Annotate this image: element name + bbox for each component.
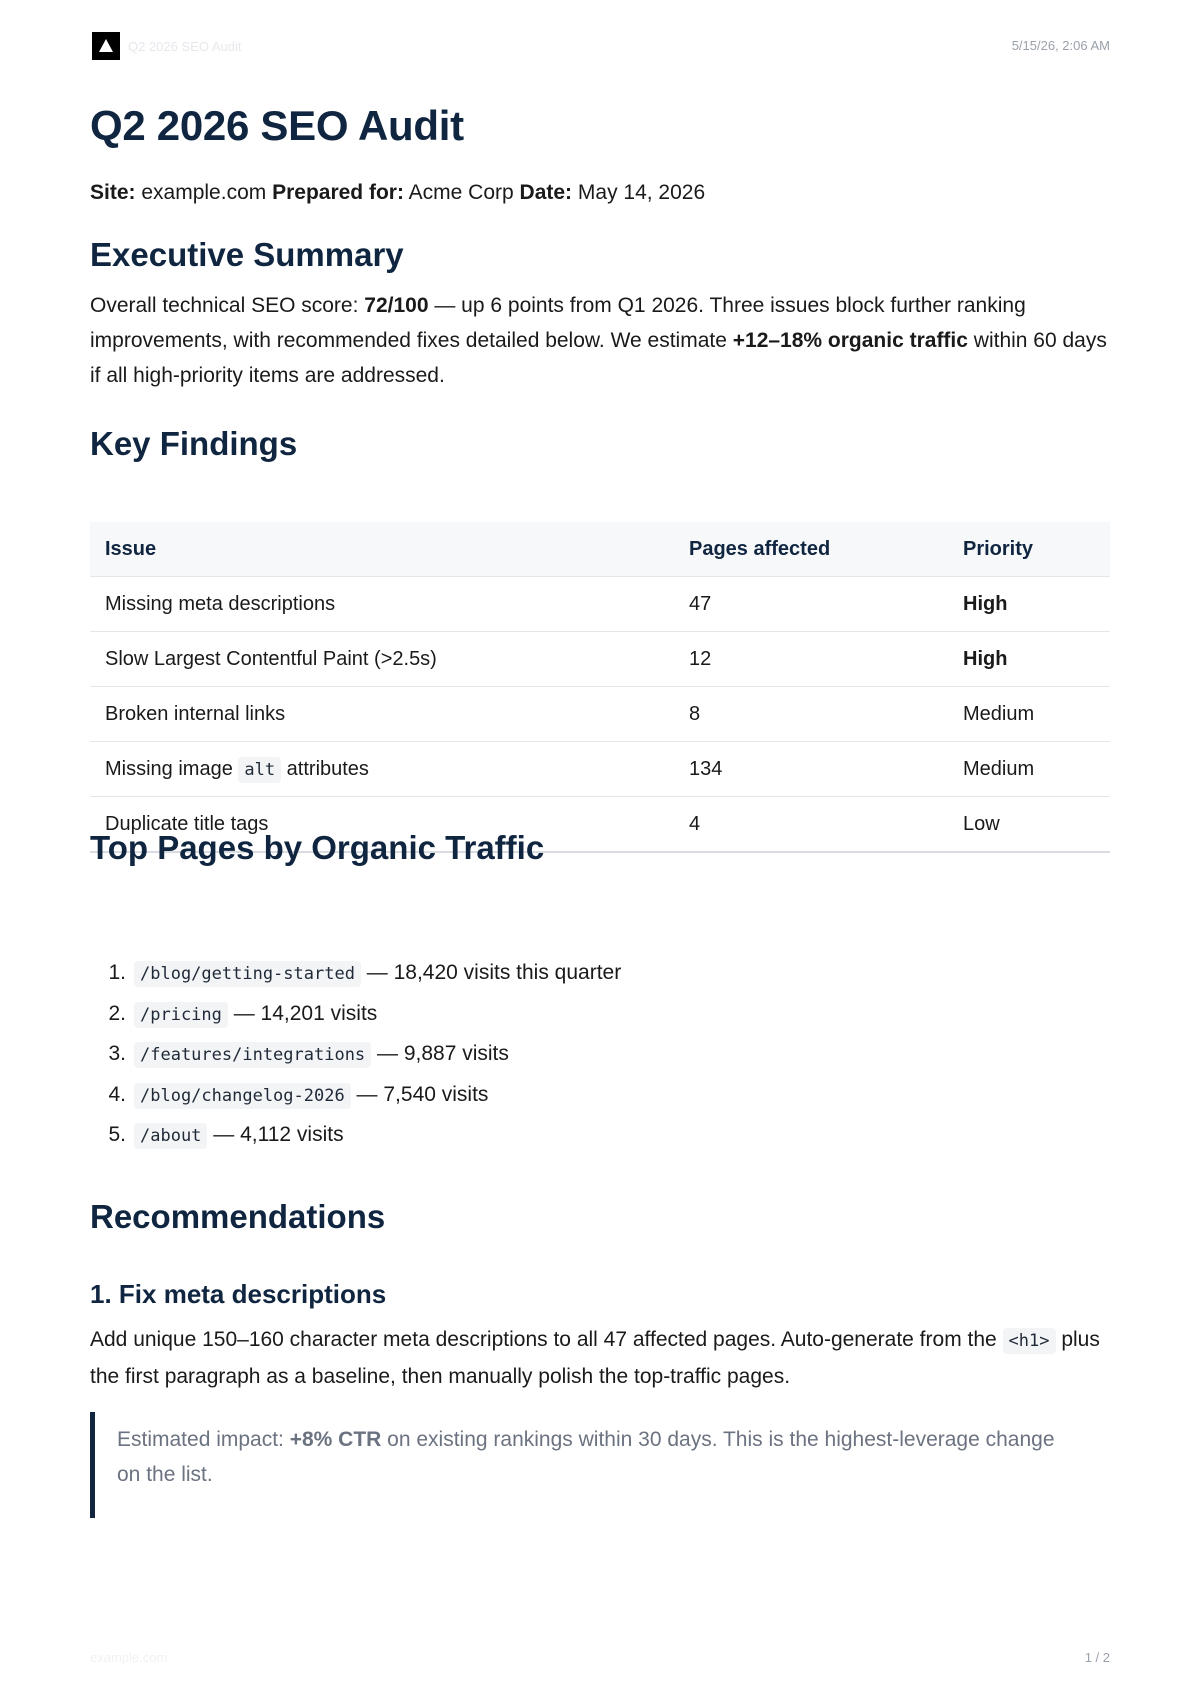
inline-code: <h1>: [1003, 1328, 1056, 1354]
document-page: [90, 0, 1110, 1686]
page-title: Q2 2026 SEO Audit: [90, 102, 464, 149]
visits-text: — 9,887 visits: [371, 1042, 509, 1065]
document-meta: [90, 181, 705, 205]
table-header-row: [90, 522, 1110, 577]
priority-cell: High: [948, 577, 1110, 632]
recommendation-1-heading: 1. Fix meta descriptions: [90, 1279, 387, 1309]
page-path: /about: [134, 1123, 207, 1149]
issue-cell: [90, 742, 674, 797]
top-pages-heading: Top Pages by Organic Traffic: [90, 829, 545, 866]
issue-text: Missing image: [105, 757, 239, 780]
pages-cell: 8: [674, 687, 948, 742]
table-row: [90, 632, 1110, 687]
seo-score: 72/100: [364, 294, 429, 317]
visits-text: — 4,112 visits: [207, 1123, 344, 1146]
issue-cell: Broken internal links: [90, 687, 674, 742]
date-label: Date:: [519, 181, 573, 204]
impact-text: [117, 1422, 1077, 1492]
executive-summary-heading: Executive Summary: [90, 236, 404, 273]
issue-cell: Duplicate title tags: [90, 797, 674, 853]
site-label: Site:: [90, 181, 136, 204]
list-item: [90, 1075, 621, 1116]
key-findings-table: [90, 522, 1110, 853]
prepared-for-value: Acme Corp: [408, 181, 514, 204]
table-row: [90, 742, 1110, 797]
column-header-issue: Issue: [90, 522, 674, 577]
column-header-priority: Priority: [948, 522, 1110, 577]
header-timestamp: 5/15/26, 2:06 AM: [1011, 38, 1110, 53]
pages-cell: 12: [674, 632, 948, 687]
footer-url: example.com: [90, 1650, 168, 1665]
impact-text-part: Estimated impact:: [117, 1428, 290, 1451]
page-path: /features/integrations: [134, 1042, 371, 1068]
priority-cell: Medium: [948, 742, 1110, 797]
top-pages-list: [90, 953, 621, 1156]
table-row: [90, 577, 1110, 632]
priority-cell: Medium: [948, 687, 1110, 742]
page-path: /pricing: [134, 1002, 228, 1028]
header-title: Q2 2026 SEO Audit: [128, 39, 242, 54]
summary-text: — up 6 points from Q1 2026. Three issues block further ranking improvements, with recommended fixes detailed below. We estimate: [90, 294, 1026, 352]
executive-summary-paragraph: [90, 288, 1110, 393]
list-item: [90, 994, 621, 1035]
summary-text: within 60 days if all high-priority items are addressed.: [90, 329, 1107, 387]
column-header-pages: Pages affected: [674, 522, 948, 577]
list-item: [90, 1115, 621, 1156]
pages-cell: 47: [674, 577, 948, 632]
summary-text: Overall technical SEO score:: [90, 294, 365, 317]
pages-cell: 4: [674, 797, 948, 853]
ctr-estimate: +8% CTR: [289, 1428, 382, 1451]
list-number: 5.: [108, 1123, 126, 1146]
prepared-for-label: Prepared for:: [272, 181, 404, 204]
page-path: /blog/changelog-2026: [134, 1083, 351, 1109]
inline-code: alt: [238, 757, 281, 783]
issue-text: attributes: [281, 757, 369, 780]
issue-cell: Missing meta descriptions: [90, 577, 674, 632]
list-item: [90, 953, 621, 994]
key-findings-heading: Key Findings: [90, 425, 298, 462]
recommendation-text: plus the first paragraph as a baseline, then manually polish the top-traffic pages.: [90, 1328, 1100, 1388]
site-value: example.com: [141, 181, 267, 204]
recommendations-heading: Recommendations: [90, 1198, 386, 1235]
issue-cell: Slow Largest Contentful Paint (>2.5s): [90, 632, 674, 687]
priority-cell: Low: [948, 797, 1110, 853]
pages-cell: 134: [674, 742, 948, 797]
table-row: [90, 687, 1110, 742]
list-number: 2.: [108, 1001, 126, 1025]
visits-text: — 14,201 visits: [227, 1001, 378, 1025]
list-number: 3.: [108, 1042, 126, 1065]
date-value: May 14, 2026: [577, 181, 706, 204]
page-path: /blog/getting-started: [134, 961, 361, 987]
print-header: [90, 32, 1110, 60]
recommendation-1-paragraph: [90, 1322, 1110, 1394]
triangle-logo-icon: [92, 32, 120, 60]
impact-text-part: on existing rankings within 30 days. This is the highest-leverage change on the list.: [117, 1428, 1055, 1486]
recommendation-text: Add unique 150–160 character meta descriptions to all 47 affected pages. Auto-generate from the: [90, 1328, 1003, 1351]
priority-cell: High: [948, 632, 1110, 687]
list-number: 1.: [108, 961, 126, 984]
visits-text: — 7,540 visits: [350, 1082, 489, 1106]
list-number: 4.: [108, 1082, 126, 1106]
page-number: 1 / 2: [1084, 1650, 1110, 1665]
traffic-estimate: +12–18% organic traffic: [732, 329, 968, 352]
impact-callout: [90, 1412, 1115, 1518]
visits-text: — 18,420 visits this quarter: [360, 961, 622, 984]
list-item: [90, 1034, 621, 1075]
